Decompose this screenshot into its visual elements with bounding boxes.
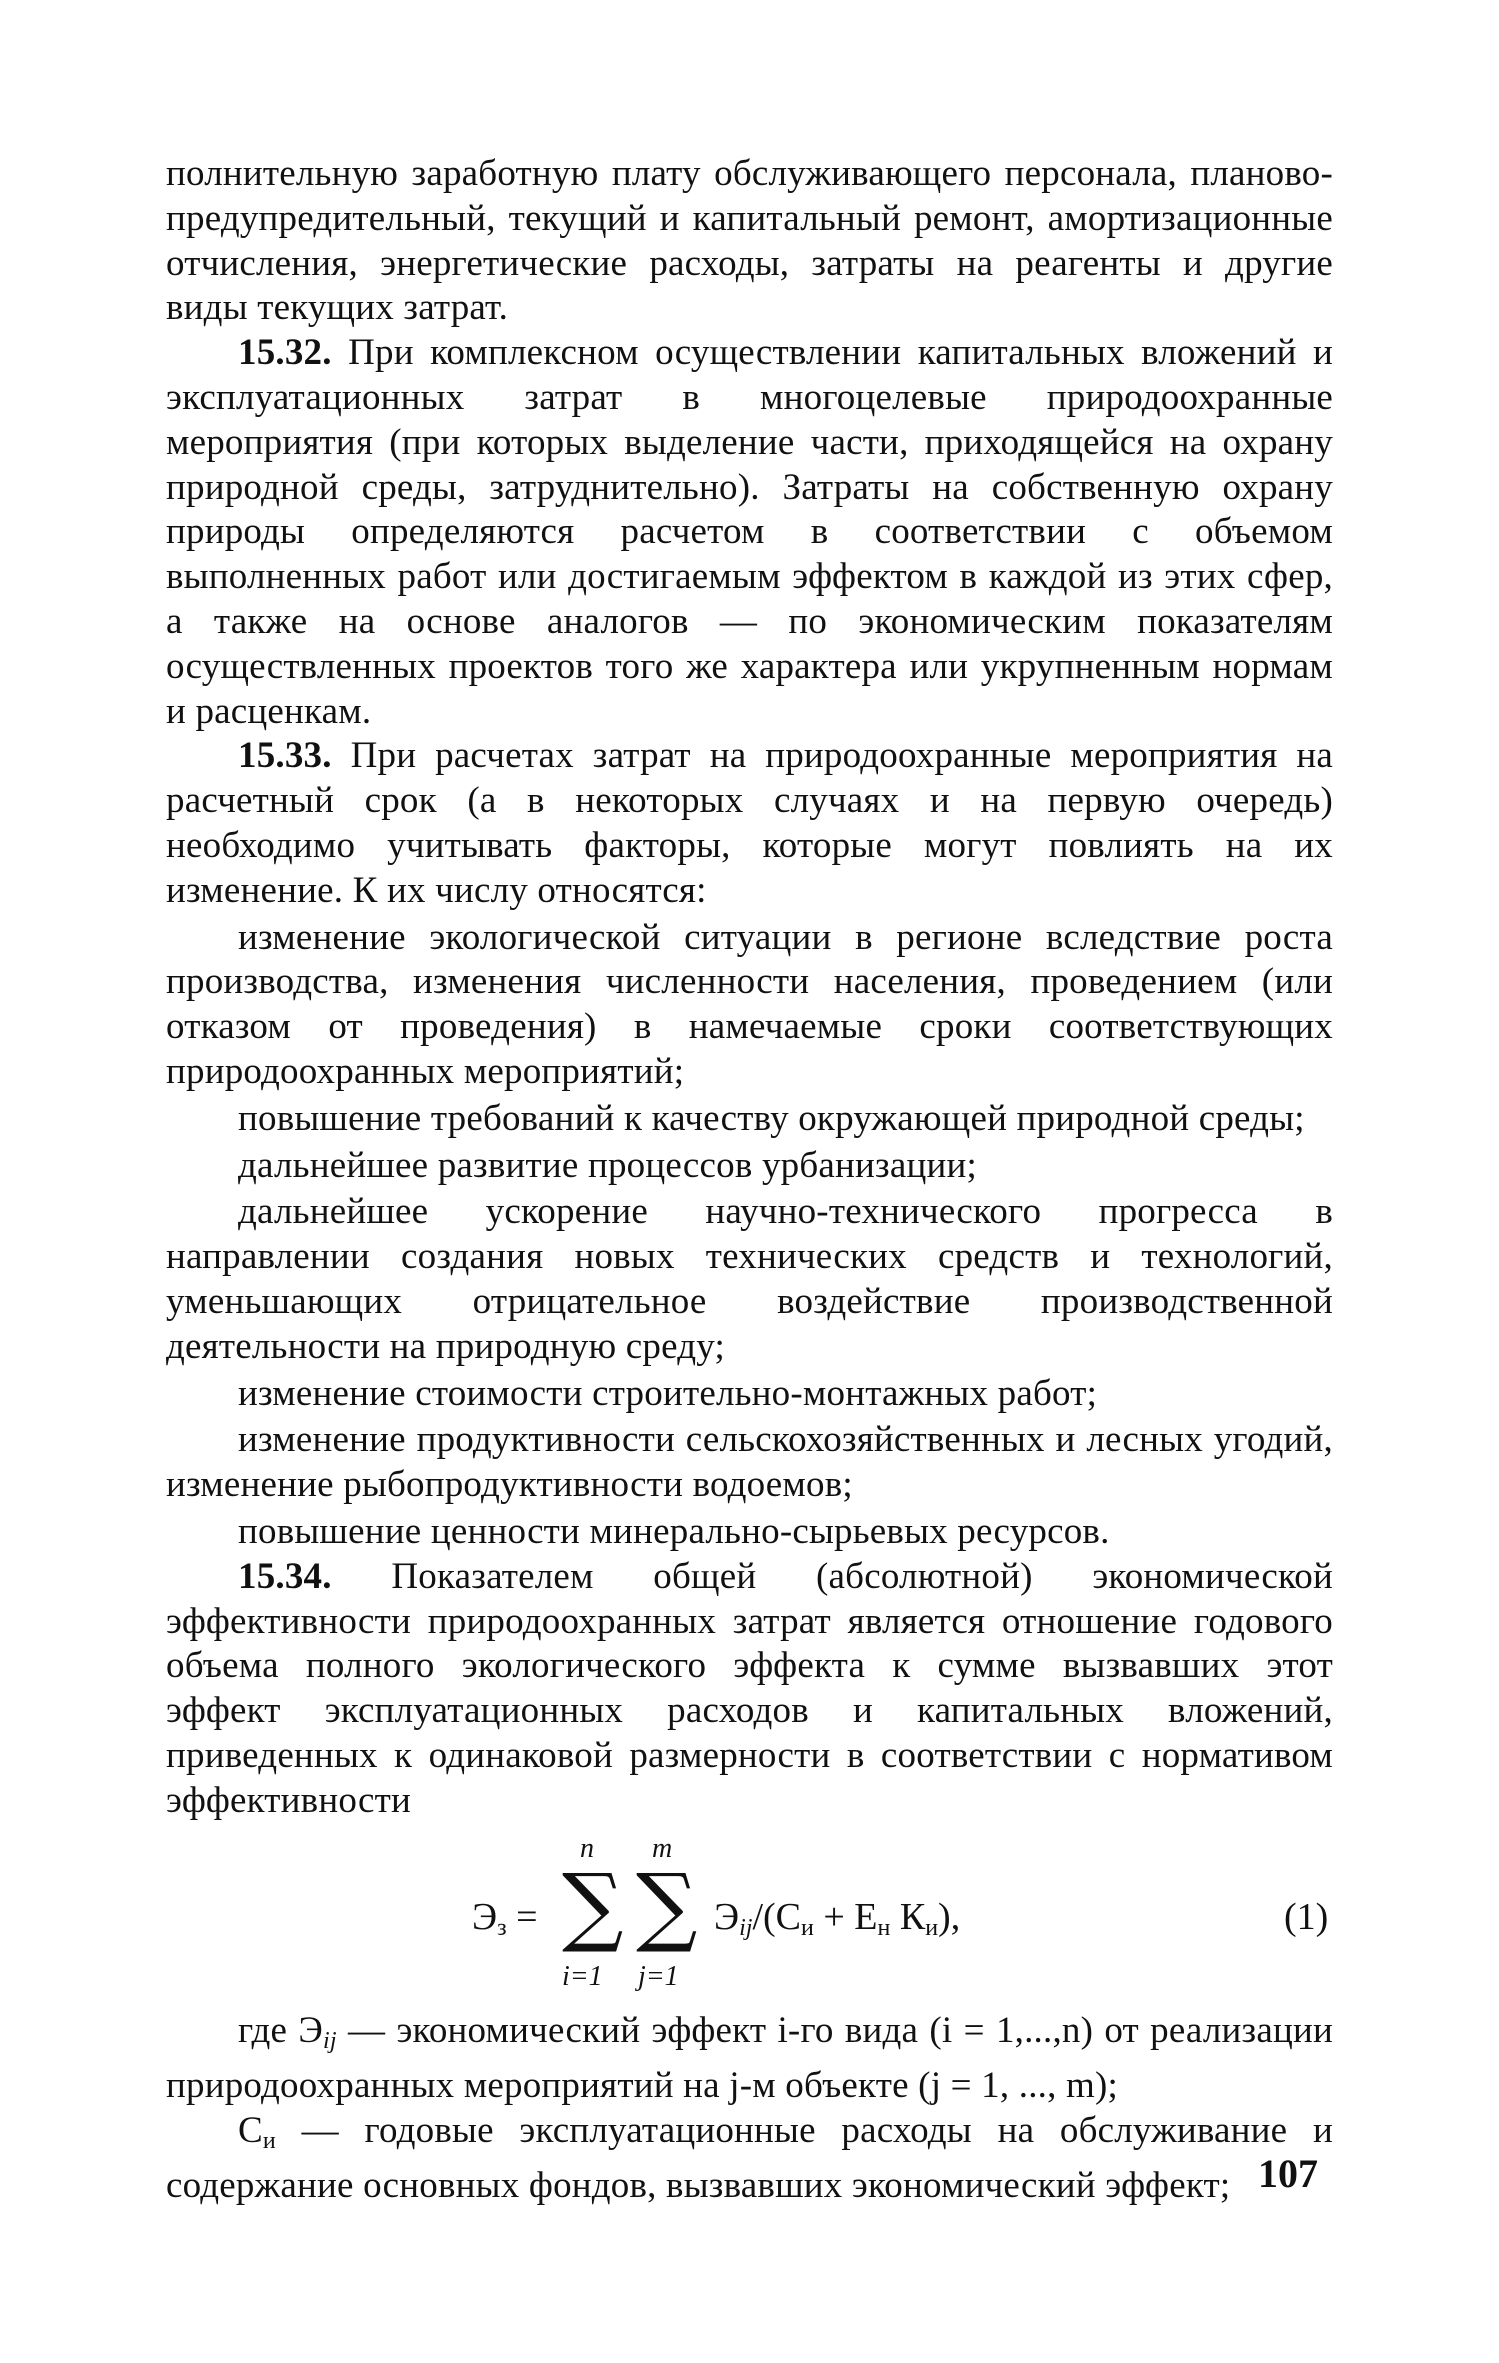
list-item: изменение стоимости строительно-монтажных работ; [238, 1372, 1098, 1414]
list-item: изменение продуктивности сельскохозяйственных и лесных угодий, изменение рыбопродуктивности водоемов; [166, 1419, 1333, 1506]
sigma-lower-limit: j=1 [638, 1961, 679, 1993]
formula-1 [166, 1833, 1333, 2005]
where-line-1: где $Э_{ij}$ — экономический эффект i-го вида (i = 1,...,n) от реализации природоохранных мероприятий на j-м объекте (j = 1, ..., m); [166, 2010, 1333, 2107]
where-line-2: $С_и$ — годовые эксплуатационные расходы на обслуживание и содержание основных фондов, вызвавших экономический эффект; [166, 2110, 1333, 2206]
sigma-upper-limit: n [580, 1833, 594, 1865]
formula-body: $Э_{ij}/(С_и + Е_н$ $К_и$), [714, 1896, 961, 1942]
paragraph-text: Показателем общей (абсолютной) экономической эффективности природоохранных затрат является отношение годового объема полного экологического эффекта к сумме вызвавших этот эффект эксплуатационных расходов и капитальных вложений, приведенных к одинаковой размерности в соответствии с нормативом эффективности [166, 1555, 1333, 1821]
paragraph-text: При комплексном осуществлении капитальных вложений и эксплуатационных затрат в многоцелевые природоохранные мероприятия (при которых выделение части, приходящейся на охрану природной среды, затруднительно). Затраты на собственную охрану природы определяются расчетом в соответствии с объемом выполненных работ или достигаемым эффектом в каждой из этих сфер, а также на основе аналогов — по экономическим показателям осуществленных проектов того же характера или укрупненным нормам и расценкам. [166, 332, 1333, 732]
paragraph-15-34 [166, 1555, 1333, 1824]
list-item: повышение ценности минерально-сырьевых ресурсов. [238, 1510, 1110, 1552]
paragraph-text: При расчетах затрат на природоохранные мероприятия на расчетный срок (а в некоторых случаях и на первую очередь) необходимо учитывать факторы, которые могут повлиять на их изменение. К их числу относятся: [166, 735, 1333, 911]
paragraph-15-33 [166, 734, 1333, 913]
sigma-lower-limit: i=1 [562, 1961, 603, 1993]
page-body [166, 152, 1333, 2209]
list-item: дальнейшее развитие процессов урбанизации; [238, 1144, 977, 1186]
formula-number: (1) [1284, 1896, 1329, 1939]
list-item: дальнейшее ускорение научно-технического прогресса в направлении создания новых технических средств и технологий, уменьшающих отрицательное воздействие производственной деятельности на природную среду; [166, 1191, 1333, 1367]
paragraph-continued: полнительную заработную плату обслуживающего персонала, планово-предупредительный, текущий и капитальный ремонт, амортизационные отчисления, энергетические расходы, затраты на реагенты и другие виды текущих затрат. [166, 153, 1333, 329]
sum-symbol: ∑ [636, 1856, 698, 1957]
sum-symbol: ∑ [562, 1856, 624, 1957]
section-number: 15.33. [238, 735, 332, 777]
list-item: повышение требований к качеству окружающей природной среды; [238, 1097, 1305, 1139]
formula-lhs: $Э_з$ = [472, 1896, 538, 1942]
section-number: 15.32. [238, 332, 332, 374]
section-number: 15.34. [238, 1555, 332, 1597]
paragraph-15-32 [166, 331, 1333, 734]
page-number: 107 [1258, 2151, 1318, 2196]
sigma-upper-limit: m [652, 1833, 673, 1865]
list-item: изменение экологической ситуации в регионе вследствие роста производства, изменения численности населения, проведением (или отказом от проведения) в намечаемые сроки соответствующих природоохранных мероприятий; [166, 916, 1333, 1092]
